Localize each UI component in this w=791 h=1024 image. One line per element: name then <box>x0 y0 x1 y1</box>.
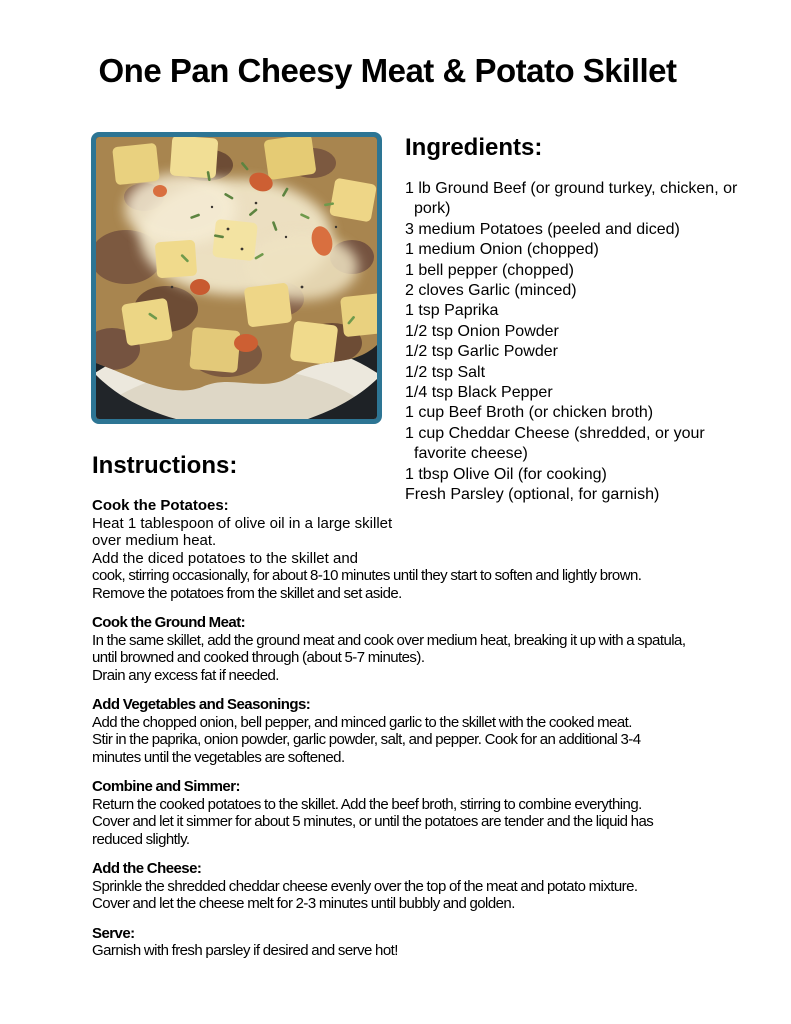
ingredient-item: 1 tbsp Olive Oil (for cooking) <box>405 465 607 483</box>
section-title: Add the Cheese: <box>92 860 202 877</box>
instruction-line: Return the cooked potatoes to the skillet. Add the beef broth, stirring to combine everything. <box>92 795 642 813</box>
instruction-line: reduced slightly. <box>92 830 190 848</box>
instruction-line: Garnish with fresh parsley if desired and serve hot! <box>92 942 398 959</box>
ingredient-item: 1/2 tsp Salt <box>405 363 486 381</box>
instruction-section-cook-meat <box>92 614 757 684</box>
instruction-line: until browned and cooked through (about 5-7 minutes). <box>92 649 425 666</box>
ingredient-item: Fresh Parsley (optional, for garnish) <box>405 486 660 504</box>
section-title: Combine and Simmer: <box>92 778 240 795</box>
instruction-line: Stir in the paprika, onion powder, garlic powder, salt, and pepper. Cook for an additional 3-4 <box>92 731 641 748</box>
instruction-line: Sprinkle the shredded cheddar cheese evenly over the top of the meat and potato mixture. <box>92 877 638 895</box>
ingredient-item: 1/2 tsp Onion Powder <box>405 322 559 340</box>
instruction-line: cook, stirring occasionally, for about 8-10 minutes until they start to soften and lightly brown. <box>92 567 642 584</box>
ingredients-section <box>405 134 750 506</box>
section-title: Cook the Ground Meat: <box>92 614 246 631</box>
ingredient-item: 1/4 tsp Black Pepper <box>405 384 553 402</box>
instruction-line: Heat 1 tablespoon of olive oil in a large skillet <box>92 514 393 532</box>
ingredient-item: 2 cloves Garlic (minced) <box>405 282 577 300</box>
instruction-section-serve <box>92 925 757 960</box>
instruction-section-cook-potatoes <box>92 497 757 602</box>
ingredient-item: 1 tsp Paprika <box>405 302 499 320</box>
ingredient-item: 1 medium Onion (chopped) <box>405 241 599 259</box>
recipe-photo-frame <box>91 132 382 424</box>
instruction-line: minutes until the vegetables are softened. <box>92 748 345 766</box>
instruction-section-add-vegetables <box>92 696 757 766</box>
ingredient-item: 3 medium Potatoes (peeled and diced) <box>405 220 680 238</box>
skillet-dish-image <box>96 137 377 419</box>
section-title: Serve: <box>92 924 135 942</box>
instruction-line: Add the chopped onion, bell pepper, and minced garlic to the skillet with the cooked meat. <box>92 713 632 731</box>
instruction-line: Cover and let the cheese melt for 2-3 minutes until bubbly and golden. <box>92 895 515 912</box>
instruction-line: In the same skillet, add the ground meat and cook over medium heat, breaking it up with a spatula, <box>92 631 686 649</box>
section-title: Cook the Potatoes: <box>92 497 229 514</box>
ingredient-item: 1 lb Ground Beef (or ground turkey, chicken, or pork) <box>405 180 738 218</box>
instruction-line: Cover and let it simmer for about 5 minutes, or until the potatoes are tender and the liquid has <box>92 813 654 830</box>
ingredients-heading: Ingredients: <box>405 134 543 161</box>
instruction-line: Drain any excess fat if needed. <box>92 666 279 684</box>
ingredient-item: 1 bell pepper (chopped) <box>405 261 575 279</box>
instruction-line: over medium heat. <box>92 532 217 549</box>
section-title: Add Vegetables and Seasonings: <box>92 696 311 713</box>
ingredient-item: 1 cup Cheddar Cheese (shredded, or your favorite cheese) <box>405 424 705 463</box>
instruction-line: Remove the potatoes from the skillet and set aside. <box>92 584 402 602</box>
instructions-section <box>92 497 757 960</box>
ingredient-item: 1 cup Beef Broth (or chicken broth) <box>405 404 654 422</box>
ingredient-item: 1/2 tsp Garlic Powder <box>405 343 558 361</box>
instruction-section-combine-simmer <box>92 778 757 848</box>
instruction-section-add-cheese <box>92 860 757 913</box>
recipe-title: One Pan Cheesy Meat & Potato Skillet <box>98 52 677 89</box>
instruction-line: Add the diced potatoes to the skillet and <box>92 549 359 567</box>
instructions-heading: Instructions: <box>92 452 238 479</box>
